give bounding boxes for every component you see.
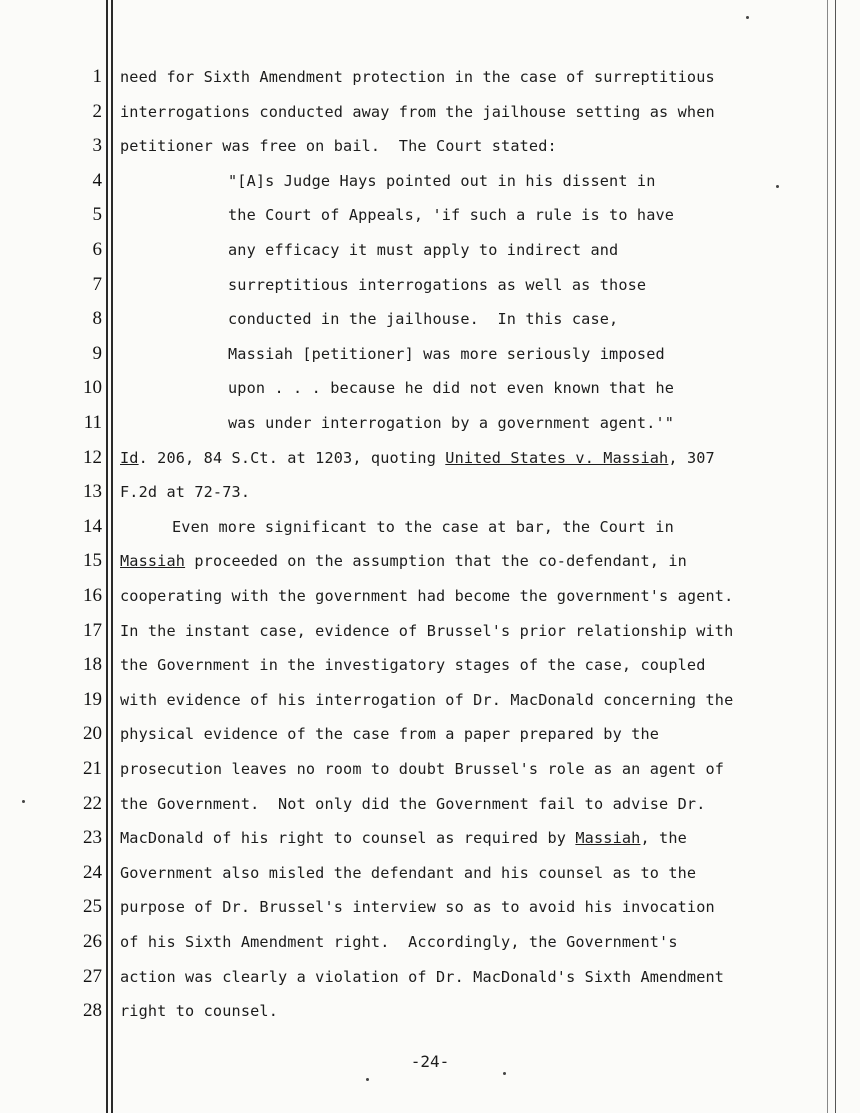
- body-line: [120, 898, 715, 916]
- body-line: [120, 483, 250, 501]
- text-run: Massiah [petitioner] was more seriously imposed: [228, 345, 665, 363]
- right-margin-rule: [835, 0, 836, 1113]
- text-run: conducted in the jailhouse. In this case,: [228, 310, 619, 328]
- case-citation: Id: [120, 449, 139, 467]
- body-line: [120, 968, 724, 986]
- body-line: [172, 518, 674, 536]
- text-run: , 307: [668, 449, 715, 467]
- body-line: [120, 864, 696, 882]
- text-run: with evidence of his interrogation of Dr. MacDonald concerning the: [120, 691, 734, 709]
- page-number: -24-: [410, 1052, 450, 1071]
- body-line: [120, 587, 733, 605]
- body-line: [120, 725, 659, 743]
- line-number: 7: [92, 274, 102, 295]
- text-run: proceeded on the assumption that the co-defendant, in: [185, 552, 687, 570]
- line-number: 9: [92, 343, 102, 364]
- text-run: petitioner was free on bail. The Court stated:: [120, 137, 557, 155]
- block-quote-line: [228, 206, 674, 224]
- text-run: the Court of Appeals, 'if such a rule is to have: [228, 206, 675, 224]
- body-line: [120, 933, 678, 951]
- body-line: [120, 795, 706, 813]
- scan-speck: [366, 1078, 369, 1081]
- body-line: [120, 1002, 278, 1020]
- block-quote-line: [228, 414, 674, 432]
- text-run: MacDonald of his right to counsel as required by: [120, 829, 576, 847]
- text-run: need for Sixth Amendment protection in the case of surreptitious: [120, 68, 715, 86]
- text-run: . 206, 84 S.Ct. at 1203, quoting: [138, 449, 446, 467]
- line-number: 24: [83, 862, 102, 883]
- text-run: right to counsel.: [120, 1002, 278, 1020]
- text-run: purpose of Dr. Brussel's interview so as to avoid his invocation: [120, 898, 715, 916]
- text-run: "[A]s Judge Hays pointed out in his dissent in: [228, 172, 656, 190]
- scan-speck: [22, 800, 25, 803]
- text-run: of his Sixth Amendment right. Accordingly, the Government's: [120, 933, 678, 951]
- line-number: 1: [92, 66, 102, 87]
- body-line: [120, 103, 715, 121]
- scan-speck: [503, 1072, 506, 1075]
- text-run: prosecution leaves no room to doubt Brussel's role as an agent of: [120, 760, 725, 778]
- line-number: 23: [83, 827, 102, 848]
- body-line: [120, 449, 715, 467]
- line-number: 19: [83, 689, 102, 710]
- line-number: 16: [83, 585, 102, 606]
- line-number: 10: [83, 377, 102, 398]
- text-run: Government also misled the defendant and his counsel as to the: [120, 864, 697, 882]
- scan-speck: [776, 185, 779, 188]
- case-citation: United States v. Massiah: [445, 449, 669, 467]
- line-number: 4: [92, 170, 102, 191]
- body-line: [120, 760, 724, 778]
- text-run: cooperating with the government had become the government's agent.: [120, 587, 734, 605]
- case-citation: Massiah: [120, 552, 186, 570]
- text-run: any efficacy it must apply to indirect and: [228, 241, 619, 259]
- line-number: 3: [92, 135, 102, 156]
- line-number: 15: [83, 550, 102, 571]
- line-number: 27: [83, 966, 102, 987]
- text-run: upon . . . because he did not even known that he: [228, 379, 675, 397]
- text-run: action was clearly a violation of Dr. MacDonald's Sixth Amendment: [120, 968, 725, 986]
- text-run: interrogations conducted away from the jailhouse setting as when: [120, 103, 715, 121]
- line-number: 2: [92, 101, 102, 122]
- block-quote-line: [228, 379, 674, 397]
- block-quote-line: [228, 276, 646, 294]
- line-number: 14: [83, 516, 102, 537]
- line-number: 12: [83, 447, 102, 468]
- line-number: 8: [92, 308, 102, 329]
- case-citation: Massiah: [575, 829, 641, 847]
- line-number: 11: [83, 412, 102, 433]
- left-margin-rule: [106, 0, 108, 1113]
- body-line: [120, 552, 687, 570]
- line-number: 17: [83, 620, 102, 641]
- line-number: 26: [83, 931, 102, 952]
- block-quote-line: [228, 310, 618, 328]
- left-margin-rule-inner: [111, 0, 113, 1113]
- line-number: 5: [92, 204, 102, 225]
- body-line: [120, 691, 733, 709]
- right-margin-rule-inner: [827, 0, 828, 1113]
- body-line: [120, 656, 706, 674]
- body-line: [120, 622, 733, 640]
- text-run: the Government in the investigatory stages of the case, coupled: [120, 656, 706, 674]
- text-run: , the: [640, 829, 687, 847]
- text-run: F.2d at 72-73.: [120, 483, 251, 501]
- line-number: 18: [83, 654, 102, 675]
- body-line: [120, 137, 557, 155]
- block-quote-line: [228, 172, 656, 190]
- line-number: 22: [83, 793, 102, 814]
- text-run: was under interrogation by a government agent.'": [228, 414, 675, 432]
- block-quote-line: [228, 345, 665, 363]
- text-run: surreptitious interrogations as well as those: [228, 276, 647, 294]
- text-run: the Government. Not only did the Government fail to advise Dr.: [120, 795, 706, 813]
- line-number: 20: [83, 723, 102, 744]
- block-quote-line: [228, 241, 618, 259]
- body-line: [120, 68, 715, 86]
- text-run: In the instant case, evidence of Brussel's prior relationship with: [120, 622, 734, 640]
- line-number: 6: [92, 239, 102, 260]
- line-number: 25: [83, 896, 102, 917]
- line-number: 13: [83, 481, 102, 502]
- text-run: Even more significant to the case at bar, the Court in: [172, 518, 674, 536]
- line-number: 28: [83, 1000, 102, 1021]
- body-line: [120, 829, 687, 847]
- line-number: 21: [83, 758, 102, 779]
- scan-speck: [746, 16, 749, 19]
- text-run: physical evidence of the case from a paper prepared by the: [120, 725, 660, 743]
